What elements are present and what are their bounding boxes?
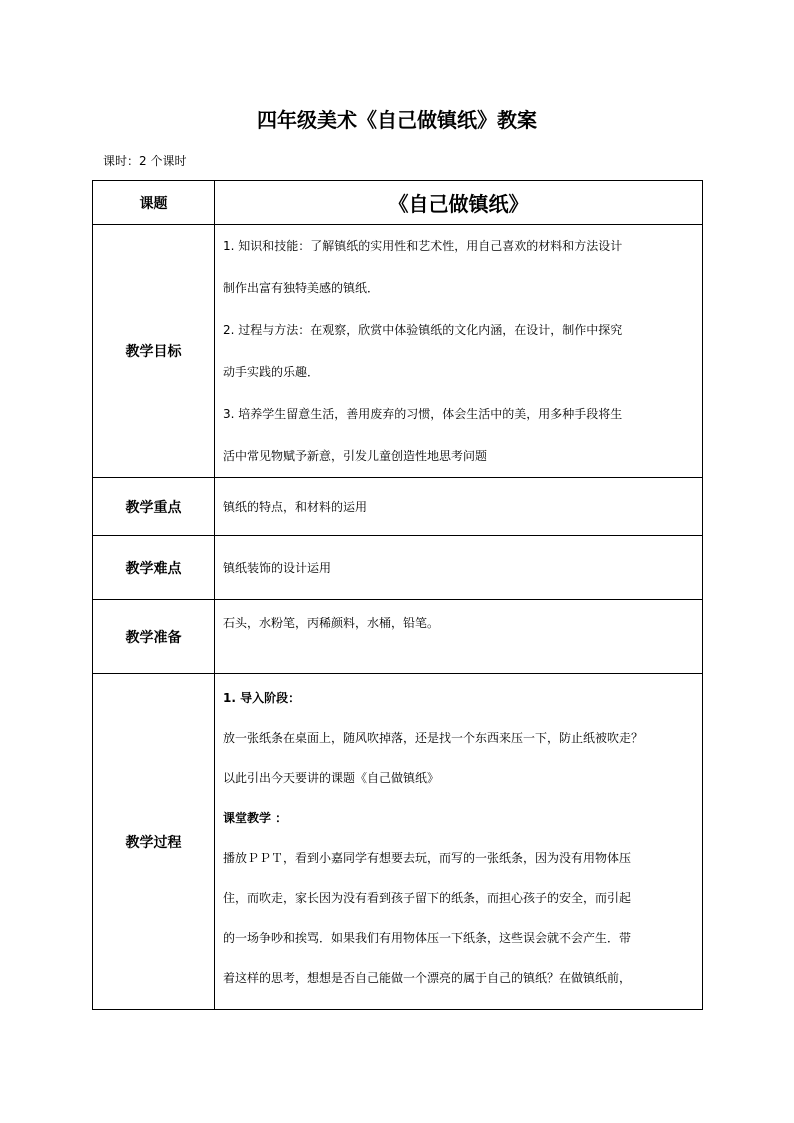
process-line: 1. 导入阶段： bbox=[223, 691, 301, 705]
preparation-value: 石头，水粉笔，丙稀颜料，水桶，铅笔。 bbox=[215, 600, 703, 674]
preparation-label: 教学准备 bbox=[93, 600, 215, 674]
process-line: 着这样的思考，想想是否自己能做一个漂亮的属于自己的镇纸？在做镇纸前， bbox=[223, 971, 632, 985]
goals-line: 制作出富有独特美感的镇纸． bbox=[223, 281, 380, 295]
goals-row bbox=[93, 225, 703, 478]
goals-line: 3. 培养学生留意生活，善用废弃的习惯，体会生活中的美，用多种手段将生 bbox=[223, 407, 623, 421]
process-line: 的一场争吵和挨骂．如果我们有用物体压一下纸条，这些误会就不会产生．带 bbox=[223, 931, 632, 945]
goals-line: 活中常见物赋予新意，引发儿童创造性地思考问题 bbox=[223, 449, 488, 463]
process-line: 课堂教学 ： bbox=[223, 811, 288, 825]
key-points-value: 镇纸的特点，和材料的运用 bbox=[215, 478, 703, 536]
topic-row bbox=[93, 181, 703, 225]
process-line: 以此引出今天要讲的课题《自己做镇纸》 bbox=[223, 771, 440, 785]
process-row bbox=[93, 674, 703, 1010]
class-period: 课时：2 个课时 bbox=[103, 154, 187, 168]
difficulty-value: 镇纸装饰的设计运用 bbox=[215, 536, 703, 600]
process-line: 住，而吹走，家长因为没有看到孩子留下的纸条，而担心孩子的安全，而引起 bbox=[223, 891, 632, 905]
preparation-row bbox=[93, 600, 703, 674]
key-points-label: 教学重点 bbox=[93, 478, 215, 536]
difficulty-row bbox=[93, 536, 703, 600]
difficulty-label: 教学难点 bbox=[93, 536, 215, 600]
topic-label: 课题 bbox=[93, 181, 215, 225]
goals-line: 1. 知识和技能：了解镇纸的实用性和艺术性，用自己喜欢的材料和方法设计 bbox=[223, 239, 623, 253]
goals-content bbox=[215, 225, 703, 478]
process-content bbox=[215, 674, 703, 1010]
goals-line: 2. 过程与方法：在观察，欣赏中体验镇纸的文化内涵，在设计，制作中探究 bbox=[223, 323, 623, 337]
process-line: 播放ＰＰＴ，看到小嘉同学有想要去玩，而写的一张纸条，因为没有用物体压 bbox=[223, 851, 632, 865]
lesson-plan-table bbox=[92, 180, 703, 1010]
document-title: 四年级美术《自己做镇纸》教案 bbox=[257, 108, 537, 132]
goals-line: 动手实践的乐趣． bbox=[223, 365, 320, 379]
process-label: 教学过程 bbox=[93, 674, 215, 1010]
goals-label: 教学目标 bbox=[93, 225, 215, 478]
topic-value: 《自己做镇纸》 bbox=[215, 181, 703, 225]
process-line: 放一张纸条在桌面上，随风吹掉落，还是找一个东西来压一下，防止纸被吹走？ bbox=[223, 731, 644, 745]
key-points-row bbox=[93, 478, 703, 536]
